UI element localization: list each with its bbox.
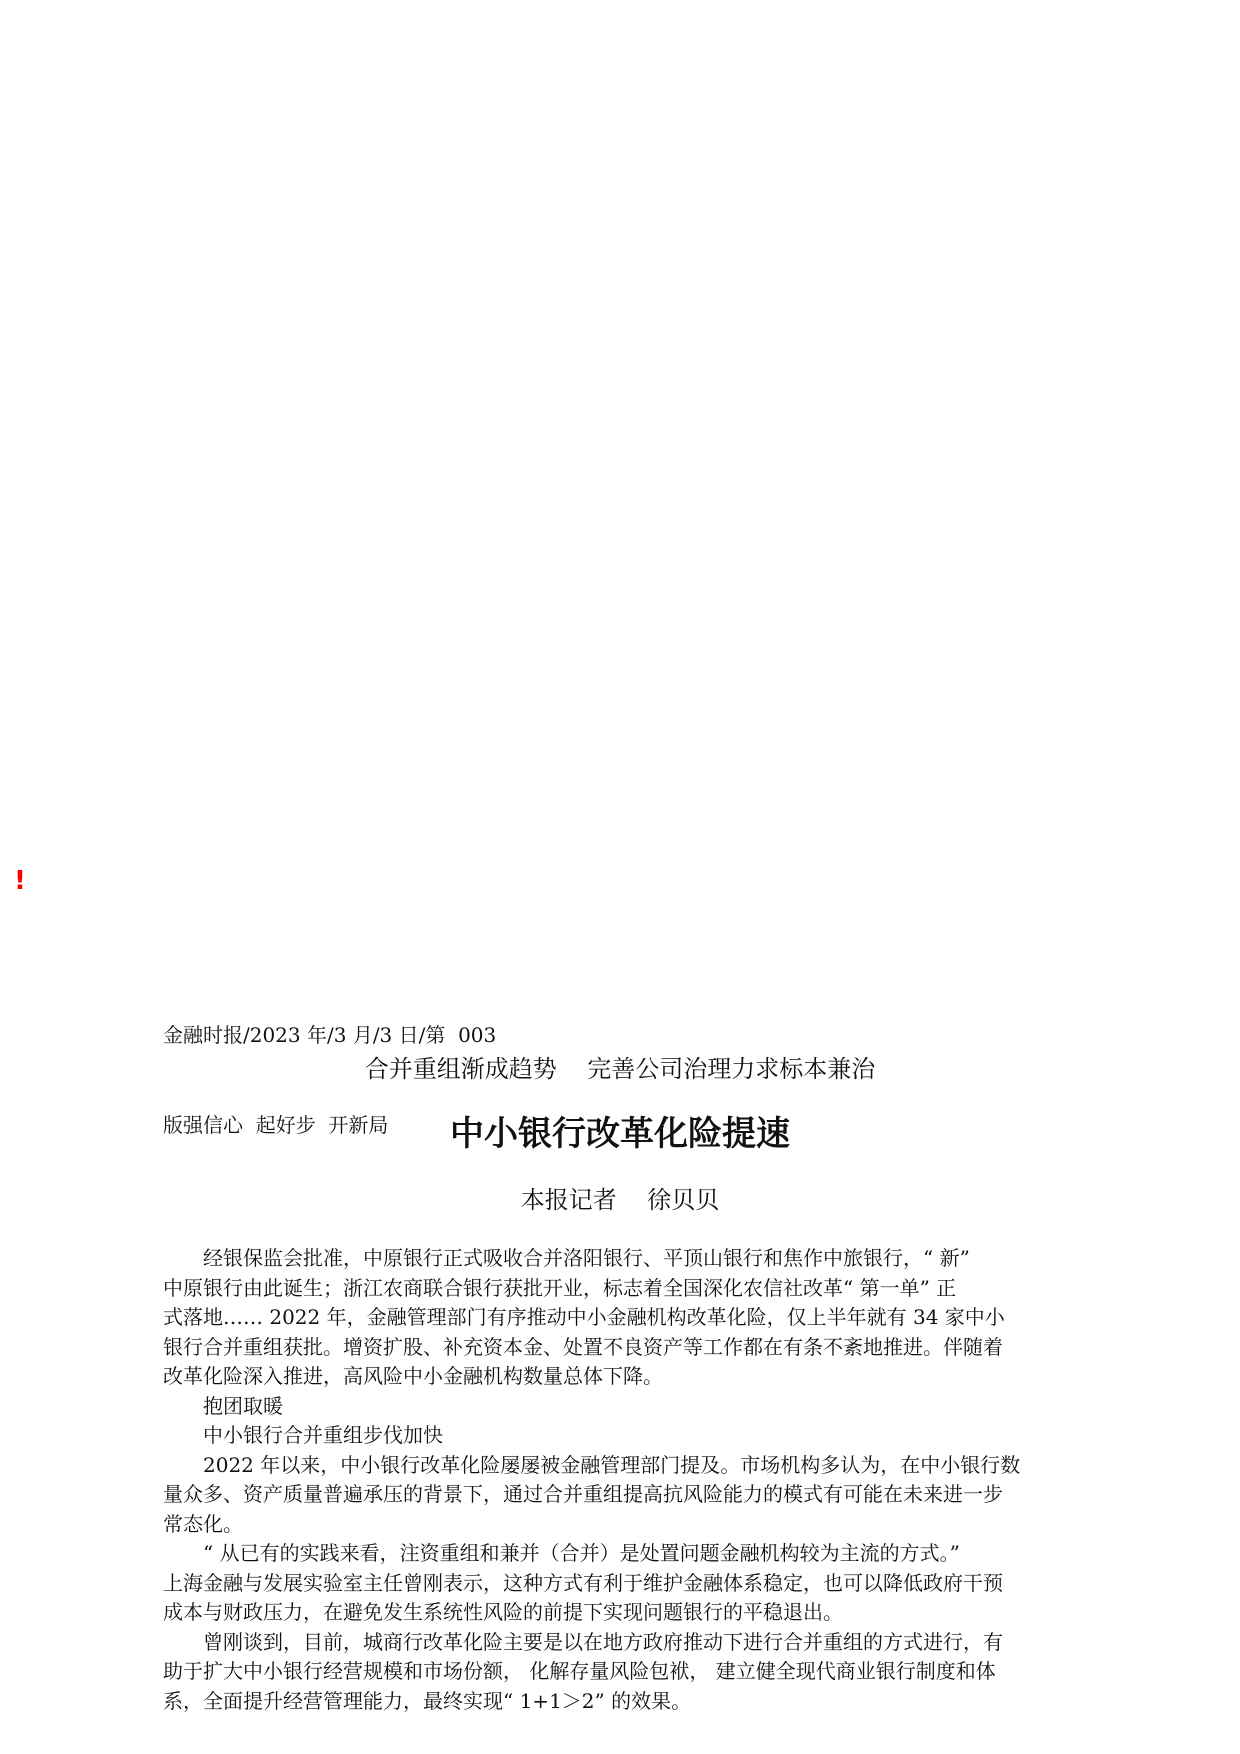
source-date: 金融时报/2023 年/3 月/3 日/第 003 xyxy=(163,1023,497,1047)
article-byline: 本报记者 徐贝贝 xyxy=(520,1186,720,1214)
section-name: 版强信心 起好步 开新局 xyxy=(163,1113,389,1137)
article-body xyxy=(163,1244,1083,1716)
paragraph: 曾刚谈到，目前，城商行改革化险主要是以在地方政府推动下进行合并重组的方式进行，有 助于扩大中小银行经营规模和市场份额， 化解存量风险包袱， 建立健全现代商业银行制度和体 系，全面提升经营管理能力，最终实现“ 1+1＞2” 的效果。 xyxy=(163,1629,1003,1713)
section-heading: 抱团取暖 xyxy=(203,1393,283,1418)
article-headline: 中小银行改革化险提速 xyxy=(450,1114,790,1154)
article-subtitle: 合并重组渐成趋势 完善公司治理力求标本兼治 xyxy=(364,1055,876,1083)
paragraph: 经银保监会批准，中原银行正式吸收合并洛阳银行、平顶山银行和焦作中旅银行，“ 新” 中原银行由此诞生；浙江农商联合银行获批开业，标志着全国深化农信社改革“ 第一单” 正 式落地…… 2022 年，金融管理部门有序推动中小金融机构改革化险，仅上半年就有 34 家中小 银行合并重组获批。增资扩股、补充资本金、处置不良资产等工作都在有条不紊地推进。伴随着 改革化险深入推进，高风险中小金融机构数量总体下降。 xyxy=(163,1246,1005,1388)
paragraph: “ 从已有的实践来看，注资重组和兼并（合并）是处置问题金融机构较为主流的方式。” 上海金融与发展实验室主任曾刚表示，这种方式有利于维护金融体系稳定，也可以降低政府干预 成本与财政压力，在避免发生系统性风险的前提下实现问题银行的平稳退出。 xyxy=(163,1541,1003,1624)
paragraph: 2022 年以来，中小银行改革化险屡屡被金融管理部门提及。市场机构多认为，在中小银行数 量众多、资产质量普遍承压的背景下，通过合并重组提高抗风险能力的模式有可能在未来进一步 常态化。 xyxy=(163,1452,1021,1536)
section-heading: 中小银行合并重组步伐加快 xyxy=(203,1423,443,1447)
red-exclamation-mark: ! xyxy=(14,866,26,896)
